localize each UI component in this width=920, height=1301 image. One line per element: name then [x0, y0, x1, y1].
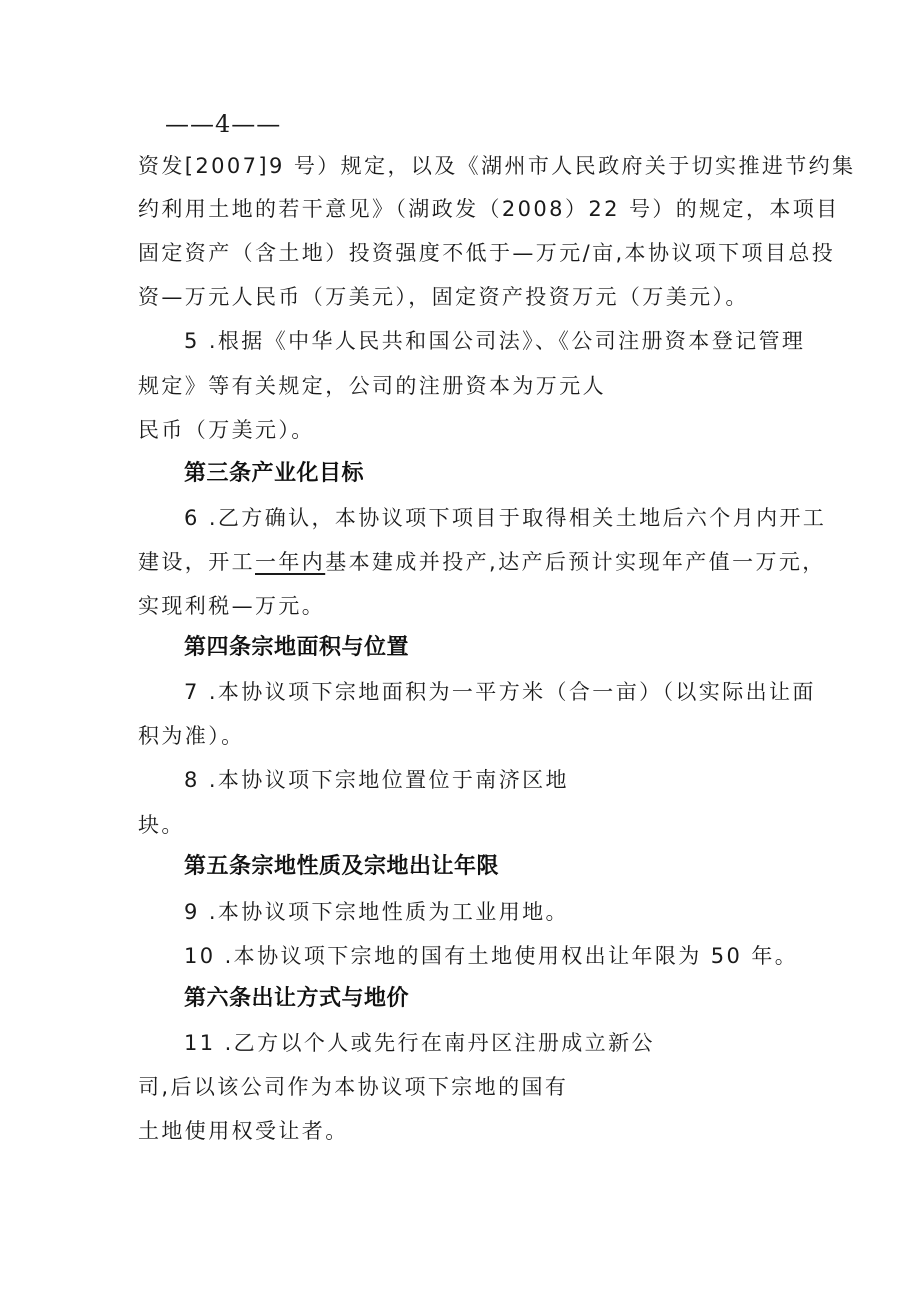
paragraph-line: 5 .根据《中华人民共和国公司法》、《公司注册资本登记管理: [184, 329, 806, 353]
text-segment: 基本建成并投产,达产后预计实现年产值一万元，: [325, 550, 826, 574]
paragraph-line: 资—万元人民币（万美元），固定资产投资万元（万美元）。: [138, 285, 749, 309]
paragraph-line: 司,后以该公司作为本协议项下宗地的国有: [138, 1075, 569, 1099]
paragraph-line: 固定资产（含土地）投资强度不低于—万元/亩,本协议项下项目总投: [138, 241, 836, 265]
paragraph-line: 资发[2007]9 号）规定，以及《湖州市人民政府关于切实推进节约集: [138, 154, 856, 178]
text-segment: 建设，开工: [138, 550, 255, 574]
paragraph-line: 块。: [138, 813, 185, 837]
paragraph-line: 规定》等有关规定，公司的注册资本为万元人: [138, 374, 606, 398]
paragraph-line: 约利用土地的若干意见》（湖政发（2008）22 号）的规定，本项目: [138, 197, 840, 221]
paragraph-line: 民币（万美元）。: [138, 418, 315, 442]
paragraph-line: 6 .乙方确认，本协议项下项目于取得相关土地后六个月内开工: [184, 506, 827, 530]
paragraph-line: 11 .乙方以个人或先行在南丹区注册成立新公: [184, 1031, 655, 1055]
paragraph-line: 10 .本协议项下宗地的国有土地使用权出让年限为 50 年。: [184, 944, 799, 968]
page-number: ——4——: [165, 110, 282, 138]
section-heading-3: 第三条产业化目标: [184, 461, 365, 486]
paragraph-line: 积为准）。: [138, 724, 245, 748]
section-heading-6: 第六条出让方式与地价: [184, 986, 410, 1011]
underlined-term: 一年内: [255, 550, 326, 574]
paragraph-line: 7 .本协议项下宗地面积为一平方米（合一亩）（以实际出让面: [184, 680, 816, 704]
paragraph-line: 实现利税—万元。: [138, 594, 326, 618]
paragraph-line: 8 .本协议项下宗地位置位于南济区地: [184, 768, 569, 792]
paragraph-line: 土地使用权受让者。: [138, 1119, 349, 1143]
section-heading-4: 第四条宗地面积与位置: [184, 635, 410, 660]
paragraph-line: [138, 549, 826, 575]
paragraph-line: 9 .本协议项下宗地性质为工业用地。: [184, 900, 569, 924]
section-heading-5: 第五条宗地性质及宗地出让年限: [184, 854, 500, 879]
